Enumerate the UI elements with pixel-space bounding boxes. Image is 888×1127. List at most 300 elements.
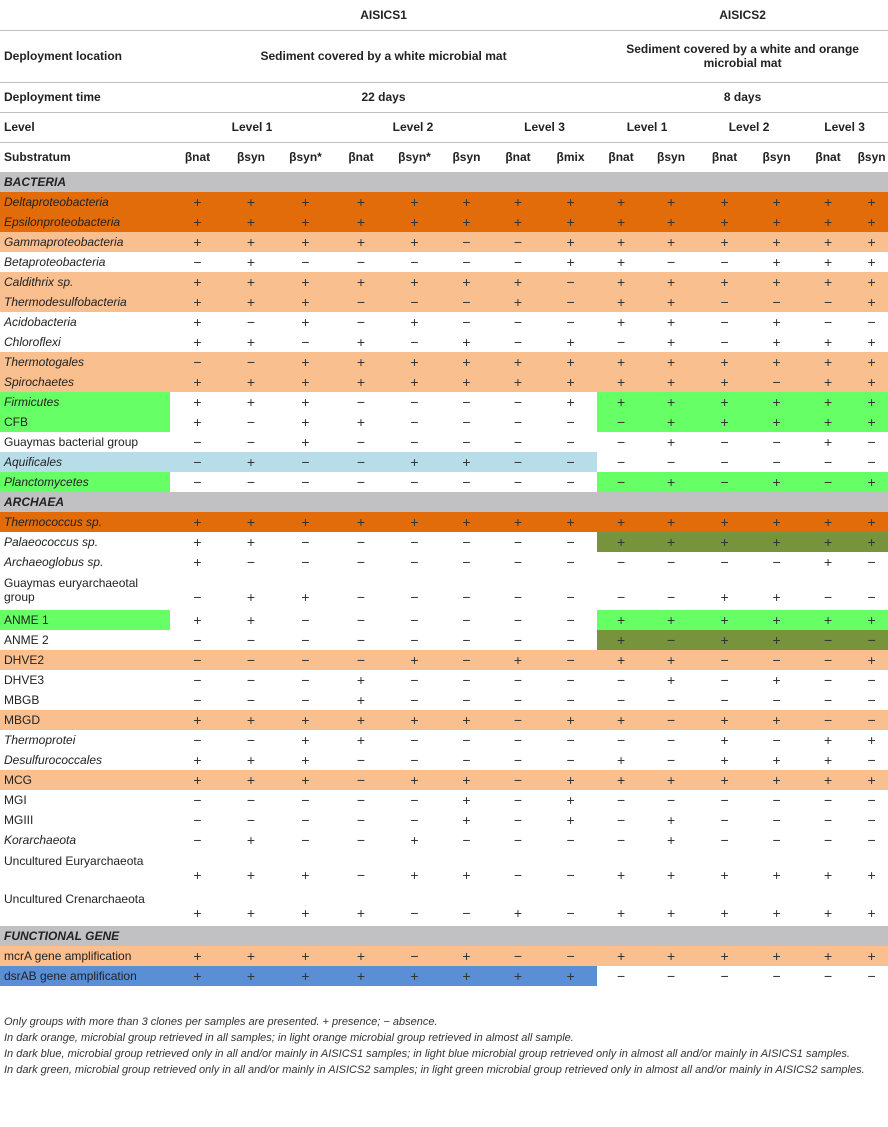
presence-cell: + bbox=[597, 946, 645, 966]
presence-cell: − bbox=[462, 612, 471, 628]
substratum-header: βnat bbox=[815, 150, 841, 165]
presence-cell: − bbox=[334, 770, 388, 790]
table-row bbox=[0, 292, 888, 312]
presence-cell: − bbox=[356, 812, 366, 828]
presence-cell: − bbox=[356, 867, 366, 883]
table-row bbox=[0, 790, 888, 810]
presence-cell: + bbox=[772, 314, 781, 330]
level-label: Level bbox=[0, 112, 170, 142]
presence-cell: + bbox=[441, 212, 492, 232]
presence-cell: + bbox=[462, 867, 471, 883]
presence-cell: − bbox=[720, 792, 729, 808]
presence-cell: + bbox=[492, 212, 544, 232]
presence-cell: − bbox=[823, 314, 833, 330]
presence-cell: − bbox=[752, 292, 801, 312]
presence-cell: − bbox=[410, 554, 419, 570]
presence-cell: + bbox=[277, 292, 334, 312]
presence-cell: + bbox=[697, 232, 752, 252]
taxon-name: Palaeococcus sp. bbox=[4, 535, 99, 549]
presence-cell: − bbox=[462, 752, 471, 768]
presence-cell: + bbox=[752, 710, 801, 730]
presence-cell: − bbox=[356, 434, 366, 450]
presence-cell: + bbox=[645, 472, 697, 492]
presence-cell: + bbox=[597, 192, 645, 212]
presence-cell: + bbox=[645, 650, 697, 670]
presence-cell: − bbox=[301, 632, 310, 648]
presence-cell: − bbox=[301, 692, 310, 708]
presence-cell: + bbox=[301, 905, 310, 921]
presence-cell: + bbox=[855, 232, 888, 252]
presence-cell: + bbox=[855, 472, 888, 492]
substratum-header: βnat bbox=[184, 150, 211, 165]
presence-cell: − bbox=[410, 905, 419, 921]
presence-cell: − bbox=[544, 650, 597, 670]
presence-cell: + bbox=[597, 232, 645, 252]
presence-cell: + bbox=[720, 589, 729, 605]
presence-cell: − bbox=[193, 254, 202, 270]
substratum-header: βsyn bbox=[236, 150, 265, 165]
presence-cell: − bbox=[645, 710, 697, 730]
presence-cell: + bbox=[666, 314, 676, 330]
presence-cell: − bbox=[616, 672, 626, 688]
presence-cell: − bbox=[513, 554, 523, 570]
presence-cell: + bbox=[597, 770, 645, 790]
taxon-name: Betaproteobacteria bbox=[4, 255, 106, 269]
presence-cell: − bbox=[616, 334, 626, 350]
presence-cell: − bbox=[410, 692, 419, 708]
presence-cell: + bbox=[855, 532, 888, 552]
presence-cell: + bbox=[823, 905, 833, 921]
table-row bbox=[0, 232, 888, 252]
presence-cell: + bbox=[544, 212, 597, 232]
presence-cell: + bbox=[855, 392, 888, 412]
presence-cell: − bbox=[301, 792, 310, 808]
presence-cell: + bbox=[544, 192, 597, 212]
presence-cell: − bbox=[356, 474, 366, 490]
presence-cell: + bbox=[801, 770, 855, 790]
presence-cell: + bbox=[277, 966, 334, 986]
presence-cell: − bbox=[193, 812, 202, 828]
presence-cell: − bbox=[410, 589, 419, 605]
substratum-header: βsyn bbox=[762, 150, 791, 165]
presence-cell: − bbox=[246, 554, 256, 570]
presence-cell: − bbox=[388, 292, 441, 312]
presence-cell: + bbox=[277, 770, 334, 790]
presence-cell: + bbox=[801, 412, 855, 432]
presence-cell: + bbox=[616, 254, 626, 270]
substratum-header: βsyn bbox=[657, 150, 686, 165]
presence-cell: + bbox=[277, 512, 334, 532]
presence-cell: + bbox=[867, 334, 876, 350]
presence-cell: − bbox=[823, 812, 833, 828]
presence-cell: + bbox=[277, 372, 334, 392]
presence-cell: + bbox=[193, 534, 202, 550]
presence-cell: + bbox=[301, 752, 310, 768]
presence-cell: + bbox=[441, 946, 492, 966]
presence-cell: + bbox=[388, 192, 441, 212]
presence-cell: + bbox=[388, 352, 441, 372]
presence-cell: − bbox=[513, 672, 523, 688]
presence-cell: − bbox=[513, 589, 523, 605]
presence-cell: + bbox=[666, 812, 676, 828]
presence-cell: − bbox=[441, 650, 492, 670]
table-row bbox=[0, 312, 888, 332]
presence-cell: − bbox=[823, 454, 833, 470]
presence-cell: − bbox=[566, 867, 575, 883]
table-row bbox=[0, 750, 888, 770]
presence-cell: − bbox=[823, 589, 833, 605]
presence-cell: + bbox=[170, 272, 225, 292]
presence-cell: − bbox=[616, 968, 626, 984]
table-row bbox=[0, 770, 888, 790]
presence-cell: + bbox=[410, 867, 419, 883]
presence-cell: + bbox=[277, 232, 334, 252]
presence-cell: − bbox=[334, 650, 388, 670]
taxon-name: mcrA gene amplification bbox=[0, 946, 170, 966]
presence-cell: − bbox=[301, 534, 310, 550]
taxon-name: Spirochaetes bbox=[0, 372, 170, 392]
presence-cell: − bbox=[356, 792, 366, 808]
taxon-name: Thermoprotei bbox=[4, 733, 76, 747]
presence-cell: + bbox=[356, 905, 366, 921]
presence-cell: + bbox=[645, 352, 697, 372]
presence-cell: − bbox=[513, 692, 523, 708]
taxon-name: MBGD bbox=[0, 710, 170, 730]
presence-cell: − bbox=[492, 710, 544, 730]
table-row bbox=[0, 452, 888, 472]
presence-cell: − bbox=[410, 414, 419, 430]
table-row bbox=[0, 352, 888, 372]
presence-cell: + bbox=[225, 232, 277, 252]
presence-cell: + bbox=[645, 392, 697, 412]
presence-cell: + bbox=[356, 732, 366, 748]
presence-cell: + bbox=[225, 770, 277, 790]
presence-cell: − bbox=[801, 650, 855, 670]
presence-cell: − bbox=[566, 752, 575, 768]
presence-cell: + bbox=[225, 946, 277, 966]
taxon-name: Gammaproteobacteria bbox=[0, 232, 170, 252]
presence-cell: + bbox=[225, 512, 277, 532]
presence-cell: + bbox=[492, 292, 544, 312]
substratum-header: βmix bbox=[556, 150, 585, 165]
presence-cell: + bbox=[441, 710, 492, 730]
presence-cell: + bbox=[645, 192, 697, 212]
presence-cell: + bbox=[277, 710, 334, 730]
presence-cell: + bbox=[356, 334, 366, 350]
table-row bbox=[0, 630, 888, 650]
presence-cell: − bbox=[492, 770, 544, 790]
level-header: Level 3 bbox=[492, 112, 597, 142]
presence-cell: + bbox=[867, 905, 876, 921]
presence-cell: + bbox=[752, 472, 801, 492]
presence-cell: − bbox=[246, 692, 256, 708]
presence-cell: − bbox=[356, 554, 366, 570]
presence-cell: + bbox=[616, 867, 626, 883]
table-row bbox=[0, 552, 888, 572]
presence-cell: − bbox=[772, 454, 781, 470]
presence-cell: + bbox=[645, 532, 697, 552]
presence-cell: − bbox=[513, 254, 523, 270]
presence-cell: + bbox=[752, 512, 801, 532]
table-row bbox=[0, 670, 888, 690]
presence-cell: + bbox=[566, 792, 575, 808]
presence-cell: − bbox=[301, 254, 310, 270]
level-header: Level 1 bbox=[170, 112, 334, 142]
presence-cell: + bbox=[356, 692, 366, 708]
table-row bbox=[0, 710, 888, 730]
presence-cell: + bbox=[246, 254, 256, 270]
presence-cell: + bbox=[823, 867, 833, 883]
substratum-header: βsyn* bbox=[289, 150, 322, 165]
presence-cell: − bbox=[772, 968, 781, 984]
presence-cell: + bbox=[597, 630, 645, 650]
presence-cell: − bbox=[772, 792, 781, 808]
presence-cell: + bbox=[855, 352, 888, 372]
taxon-name: Acidobacteria bbox=[4, 315, 77, 329]
presence-cell: − bbox=[492, 232, 544, 252]
presence-cell: + bbox=[823, 554, 833, 570]
table-row bbox=[0, 472, 888, 492]
presence-cell: + bbox=[246, 394, 256, 410]
level-header: Level 2 bbox=[334, 112, 492, 142]
presence-cell: − bbox=[772, 692, 781, 708]
presence-cell: − bbox=[170, 352, 225, 372]
presence-cell: − bbox=[616, 434, 626, 450]
presence-cell: + bbox=[752, 532, 801, 552]
presence-cell: + bbox=[170, 212, 225, 232]
presence-cell: − bbox=[410, 394, 419, 410]
presence-cell: + bbox=[225, 452, 277, 472]
presence-cell: − bbox=[410, 672, 419, 688]
presence-cell: + bbox=[801, 372, 855, 392]
presence-cell: − bbox=[616, 589, 626, 605]
presence-cell: + bbox=[356, 414, 366, 430]
table-row bbox=[0, 332, 888, 352]
taxon-name: Desulfurococcales bbox=[4, 753, 103, 767]
presence-cell: − bbox=[666, 254, 676, 270]
presence-cell: + bbox=[388, 272, 441, 292]
presence-cell: + bbox=[492, 272, 544, 292]
presence-cell: − bbox=[356, 254, 366, 270]
presence-cell: − bbox=[645, 630, 697, 650]
presence-cell: − bbox=[772, 554, 781, 570]
presence-cell: + bbox=[855, 512, 888, 532]
presence-cell: + bbox=[697, 392, 752, 412]
presence-cell: − bbox=[823, 672, 833, 688]
presence-cell: + bbox=[334, 352, 388, 372]
taxon-name: Epsilonproteobacteria bbox=[0, 212, 170, 232]
presence-cell: − bbox=[246, 732, 256, 748]
presence-cell: − bbox=[462, 589, 471, 605]
presence-cell: − bbox=[410, 752, 419, 768]
presence-cell: + bbox=[301, 732, 310, 748]
presence-cell: + bbox=[492, 372, 544, 392]
presence-cell: − bbox=[697, 472, 752, 492]
presence-cell: + bbox=[492, 352, 544, 372]
presence-cell: − bbox=[772, 812, 781, 828]
table-row bbox=[0, 372, 888, 392]
presence-cell: − bbox=[616, 454, 626, 470]
presence-cell: + bbox=[867, 254, 876, 270]
presence-cell: + bbox=[544, 372, 597, 392]
section-header: BACTERIA bbox=[0, 172, 888, 192]
presence-cell: − bbox=[301, 832, 310, 848]
presence-cell: − bbox=[801, 630, 855, 650]
table-body bbox=[0, 172, 888, 986]
presence-cell: − bbox=[566, 732, 575, 748]
substratum-header: βsyn bbox=[857, 150, 886, 165]
presence-cell: + bbox=[697, 212, 752, 232]
presence-cell: + bbox=[246, 534, 256, 550]
presence-cell: − bbox=[720, 672, 729, 688]
presence-cell: − bbox=[462, 632, 471, 648]
presence-cell: + bbox=[645, 770, 697, 790]
presence-cell: + bbox=[193, 612, 202, 628]
presence-cell: + bbox=[246, 589, 256, 605]
presence-cell: + bbox=[388, 232, 441, 252]
taxon-name: Thermococcus sp. bbox=[0, 512, 170, 532]
substratum-header: βnat bbox=[505, 150, 531, 165]
presence-cell: − bbox=[246, 812, 256, 828]
presence-cell: − bbox=[492, 946, 544, 966]
presence-cell: − bbox=[246, 474, 256, 490]
presence-cell: + bbox=[334, 232, 388, 252]
presence-cell: − bbox=[225, 352, 277, 372]
presence-cell: + bbox=[752, 212, 801, 232]
presence-cell: + bbox=[301, 589, 310, 605]
presence-cell: + bbox=[334, 512, 388, 532]
presence-cell: − bbox=[193, 832, 202, 848]
presence-cell: + bbox=[544, 770, 597, 790]
presence-cell: − bbox=[441, 232, 492, 252]
taxon-name: Firmicutes bbox=[0, 392, 170, 412]
presence-cell: + bbox=[867, 867, 876, 883]
presence-cell: − bbox=[867, 589, 876, 605]
presence-cell: + bbox=[544, 710, 597, 730]
presence-cell: − bbox=[513, 534, 523, 550]
presence-cell: − bbox=[246, 414, 256, 430]
presence-cell: − bbox=[513, 434, 523, 450]
presence-cell: + bbox=[616, 905, 626, 921]
presence-cell: − bbox=[513, 792, 523, 808]
presence-cell: + bbox=[801, 512, 855, 532]
presence-cell: + bbox=[334, 192, 388, 212]
presence-cell: + bbox=[170, 966, 225, 986]
presence-cell: − bbox=[441, 292, 492, 312]
substratum-header: βnat bbox=[608, 150, 634, 165]
presence-cell: − bbox=[356, 632, 366, 648]
presence-cell: − bbox=[246, 314, 256, 330]
taxon-name: Aquificales bbox=[0, 452, 170, 472]
table-row bbox=[0, 192, 888, 212]
presence-cell: − bbox=[193, 434, 202, 450]
presence-cell: + bbox=[225, 710, 277, 730]
presence-cell: − bbox=[462, 414, 471, 430]
presence-cell: − bbox=[410, 254, 419, 270]
presence-cell: + bbox=[334, 272, 388, 292]
presence-cell: − bbox=[855, 630, 888, 650]
presence-cell: − bbox=[867, 968, 876, 984]
presence-cell: − bbox=[462, 732, 471, 748]
presence-cell: + bbox=[597, 352, 645, 372]
presence-cell: − bbox=[356, 394, 366, 410]
presence-cell: + bbox=[645, 232, 697, 252]
presence-cell: + bbox=[697, 610, 752, 630]
table-header bbox=[0, 0, 888, 172]
deployment-time-label: Deployment time bbox=[0, 82, 170, 112]
presence-cell: − bbox=[170, 452, 225, 472]
presence-cell: + bbox=[720, 867, 729, 883]
presence-cell: − bbox=[566, 672, 575, 688]
table-row bbox=[0, 272, 888, 292]
presence-cell: − bbox=[566, 434, 575, 450]
presence-cell: − bbox=[616, 692, 626, 708]
presence-cell: − bbox=[720, 812, 729, 828]
table-row bbox=[0, 830, 888, 850]
table-footnotes bbox=[4, 1014, 884, 1078]
presence-cell: + bbox=[441, 770, 492, 790]
presence-cell: + bbox=[225, 192, 277, 212]
presence-cell: + bbox=[246, 832, 256, 848]
presence-cell: + bbox=[855, 212, 888, 232]
presence-cell: − bbox=[193, 792, 202, 808]
presence-cell: + bbox=[246, 905, 256, 921]
presence-cell: − bbox=[566, 554, 575, 570]
table-row bbox=[0, 412, 888, 432]
presence-cell: + bbox=[855, 946, 888, 966]
presence-cell: − bbox=[410, 334, 419, 350]
presence-cell: + bbox=[855, 292, 888, 312]
footnote: In dark blue, microbial group retrieved only in all and/or mainly in AISICS1 samples; in light blue microbial group retrieved only in almost all and/or mainly in AISICS1 samples. bbox=[4, 1048, 850, 1060]
presence-cell: + bbox=[388, 452, 441, 472]
presence-cell: − bbox=[544, 292, 597, 312]
presence-cell: + bbox=[170, 710, 225, 730]
taxon-name: Planctomycetes bbox=[0, 472, 170, 492]
presence-cell: − bbox=[462, 394, 471, 410]
presence-cell: + bbox=[277, 946, 334, 966]
presence-cell: + bbox=[823, 334, 833, 350]
presence-cell: + bbox=[225, 966, 277, 986]
presence-cell: + bbox=[441, 352, 492, 372]
footnote: Only groups with more than 3 clones per samples are presented. + presence; − absence. bbox=[4, 1016, 438, 1028]
presence-cell: + bbox=[772, 254, 781, 270]
presence-cell: + bbox=[334, 946, 388, 966]
presence-cell: − bbox=[513, 612, 523, 628]
presence-cell: − bbox=[823, 692, 833, 708]
presence-cell: − bbox=[772, 434, 781, 450]
presence-cell: + bbox=[246, 867, 256, 883]
presence-cell: − bbox=[772, 732, 781, 748]
presence-cell: − bbox=[301, 474, 310, 490]
presence-cell: + bbox=[823, 732, 833, 748]
presence-cell: − bbox=[801, 472, 855, 492]
presence-cell: − bbox=[246, 434, 256, 450]
presence-cell: − bbox=[513, 314, 523, 330]
presence-cell: + bbox=[855, 272, 888, 292]
presence-cell: − bbox=[666, 752, 676, 768]
presence-cell: + bbox=[277, 272, 334, 292]
presence-cell: + bbox=[666, 334, 676, 350]
footnote: In dark green, microbial group retrieved only in all and/or mainly in AISICS2 samples; in light green microbial group retrieved only in almost all and/or mainly in AISICS2 samples. bbox=[4, 1064, 865, 1076]
presence-cell: − bbox=[356, 314, 366, 330]
taxon-name: MCG bbox=[0, 770, 170, 790]
substratum-header: βsyn bbox=[452, 150, 481, 165]
presence-cell: + bbox=[301, 314, 310, 330]
table-row bbox=[0, 532, 888, 552]
presence-cell: + bbox=[193, 554, 202, 570]
presence-cell: − bbox=[410, 732, 419, 748]
presence-cell: + bbox=[301, 867, 310, 883]
